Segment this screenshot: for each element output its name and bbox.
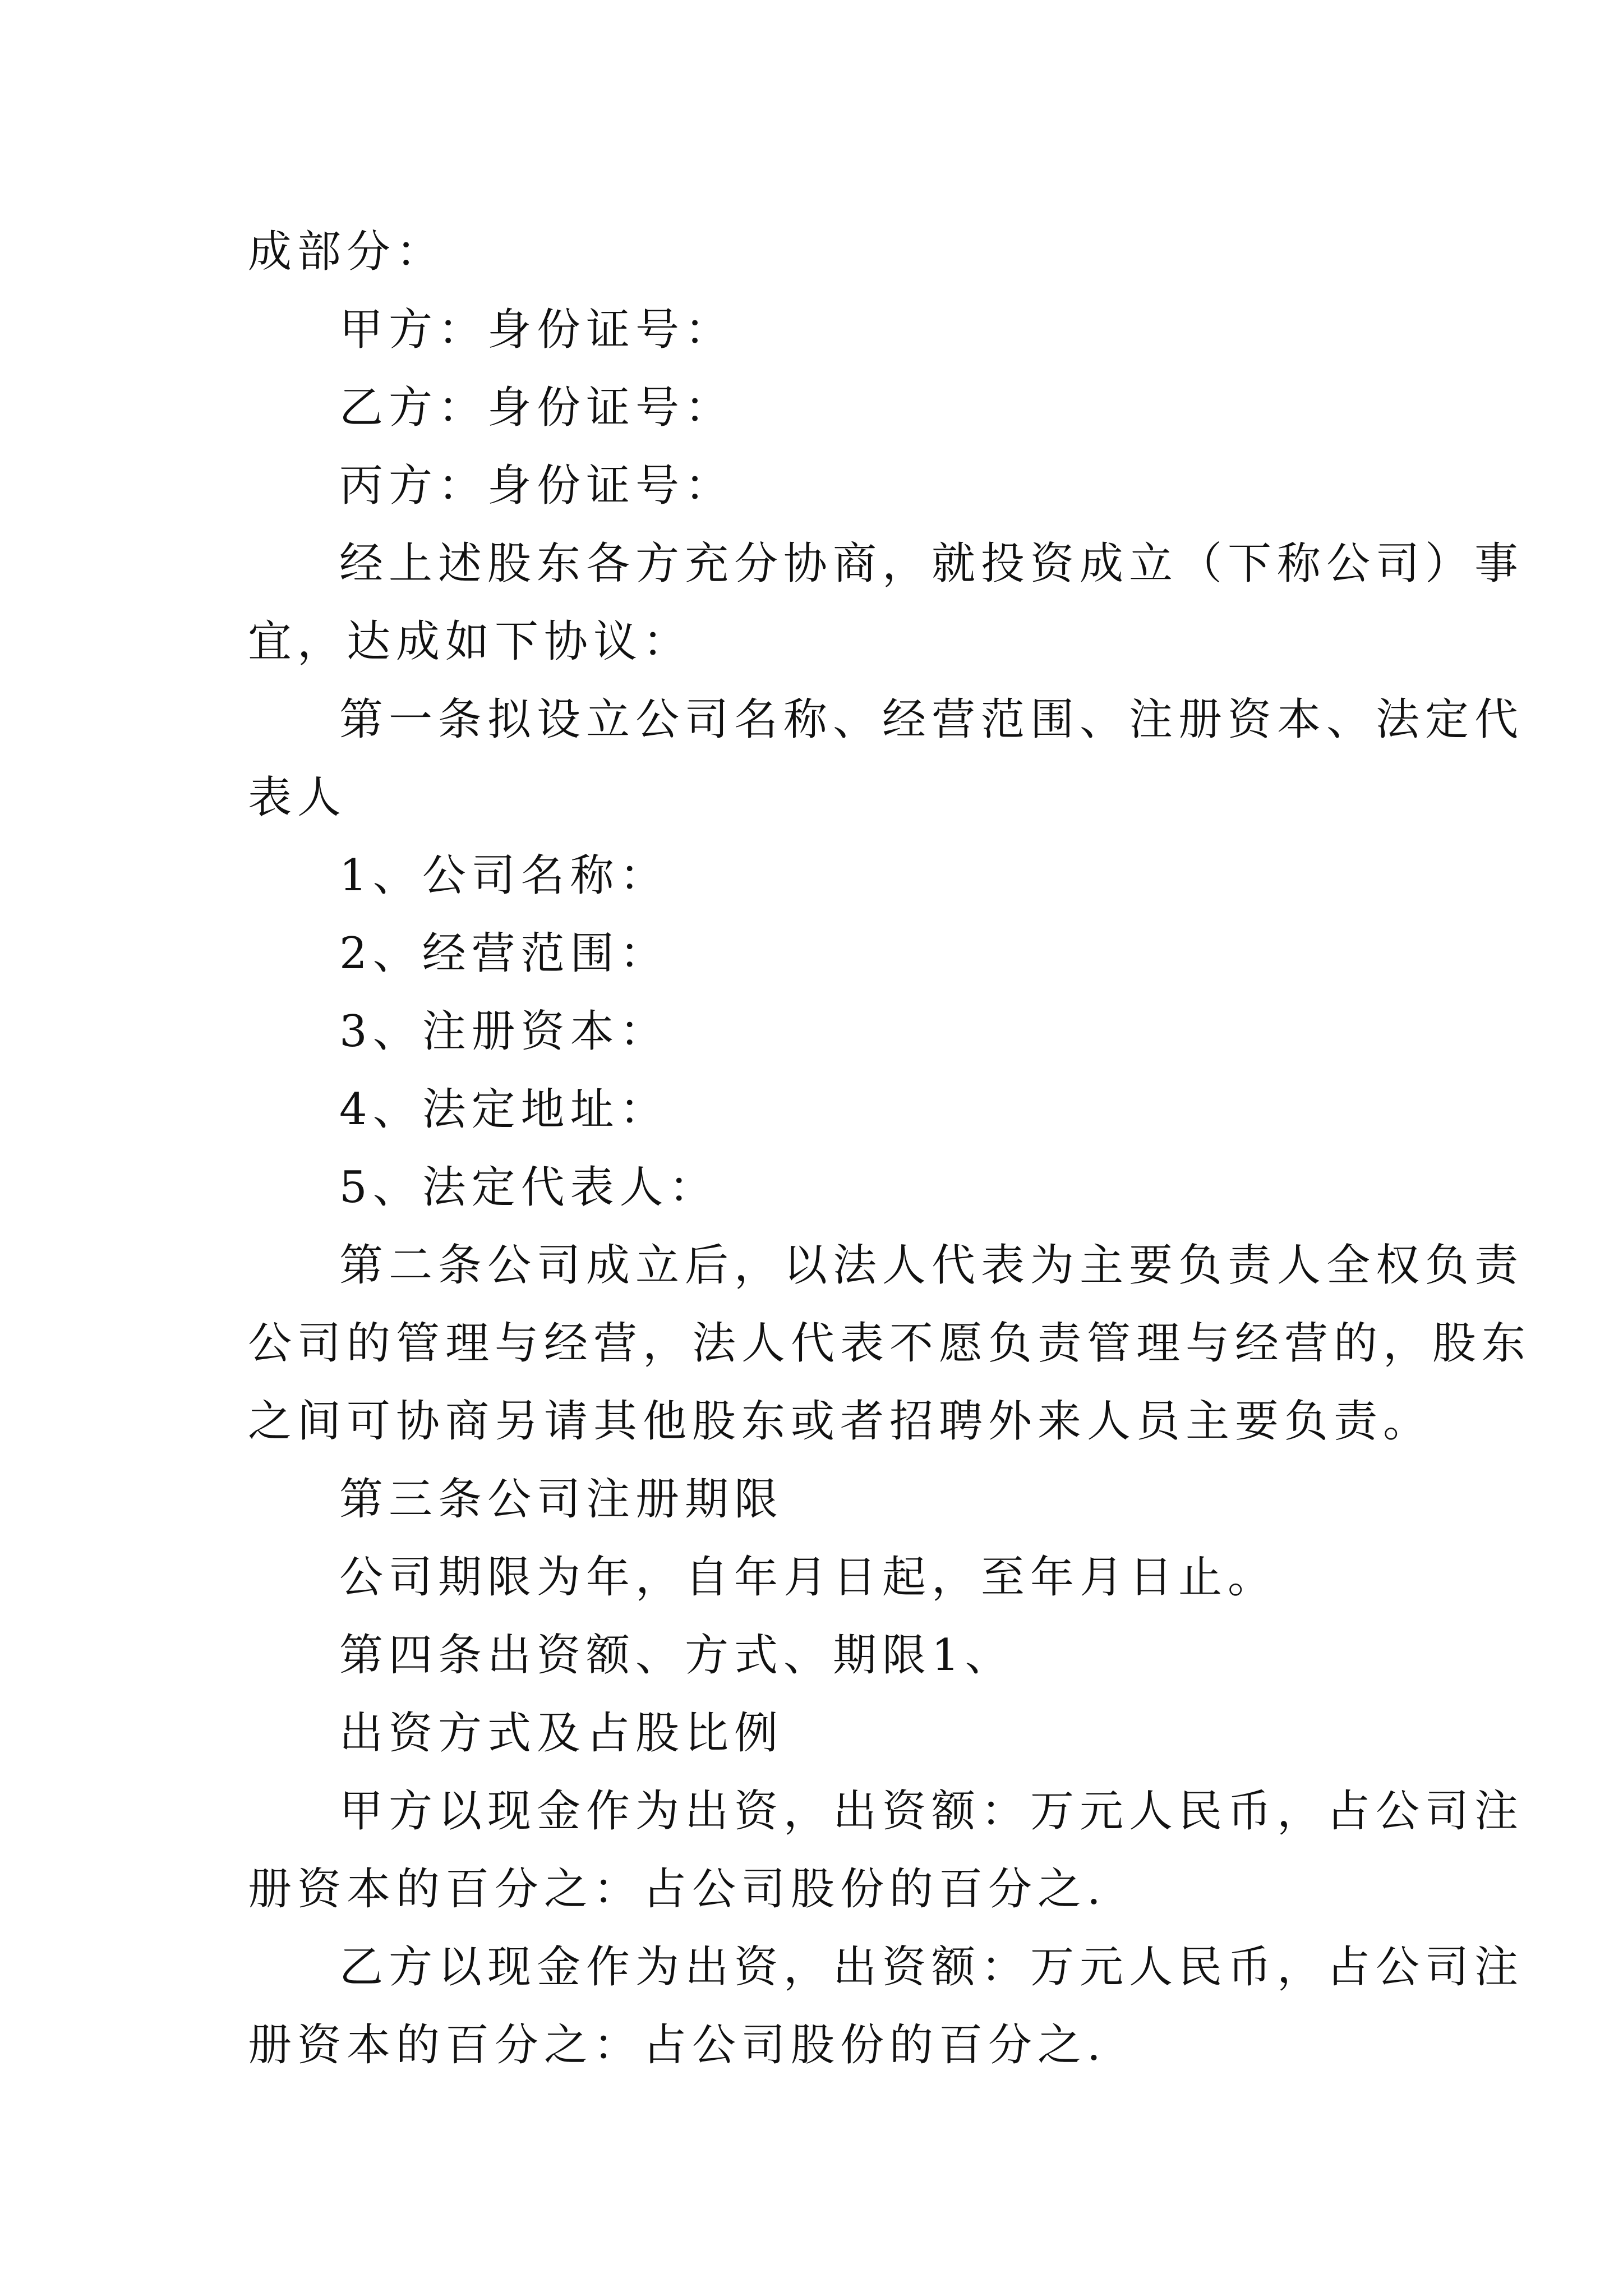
text-line: 甲方：身份证号： bbox=[339, 305, 735, 355]
text-line: 乙方：身份证号： bbox=[339, 383, 735, 433]
text-line: 丙方：身份证号： bbox=[339, 461, 735, 511]
text-line: 乙方以现金作为出资，出资额：万元人民币，占公司注 bbox=[339, 1942, 1524, 1993]
text-line: 出资方式及占股比例 bbox=[339, 1708, 784, 1759]
text-line: 经上述股东各方充分协商，就投资成立（下称公司）事 bbox=[339, 539, 1524, 589]
text-line: 5、法定代表人： bbox=[339, 1162, 718, 1213]
text-line: 2、经营范围： bbox=[339, 928, 669, 979]
text-line: 第四条出资额、方式、期限1、 bbox=[339, 1630, 1015, 1681]
document-body bbox=[248, 213, 1532, 2085]
text-line: 成部分： bbox=[248, 227, 446, 277]
text-line: 册资本的百分之：占公司股份的百分之. bbox=[248, 1864, 1106, 1915]
text-line: 表人 bbox=[248, 772, 347, 823]
text-line: 公司的管理与经营，法人代表不愿负责管理与经营的，股东 bbox=[248, 1318, 1532, 1369]
text-line: 甲方以现金作为出资，出资额：万元人民币，占公司注 bbox=[339, 1786, 1524, 1837]
text-line: 第一条拟设立公司名称、经营范围、注册资本、法定代 bbox=[339, 694, 1524, 745]
text-line: 3、注册资本： bbox=[339, 1006, 669, 1057]
text-line: 册资本的百分之：占公司股份的百分之. bbox=[248, 2020, 1106, 2070]
text-line: 第二条公司成立后，以法人代表为主要负责人全权负责 bbox=[339, 1240, 1524, 1291]
text-line: 1、公司名称： bbox=[339, 850, 669, 901]
text-line: 公司期限为年，自年月日起，至年月日止。 bbox=[339, 1552, 1278, 1603]
text-line: 之间可协商另请其他股东或者招聘外来人员主要负责。 bbox=[248, 1396, 1433, 1447]
text-line: 宜，达成如下协议： bbox=[248, 616, 693, 667]
text-line: 4、法定地址： bbox=[339, 1084, 669, 1135]
text-line: 第三条公司注册期限 bbox=[339, 1474, 784, 1525]
